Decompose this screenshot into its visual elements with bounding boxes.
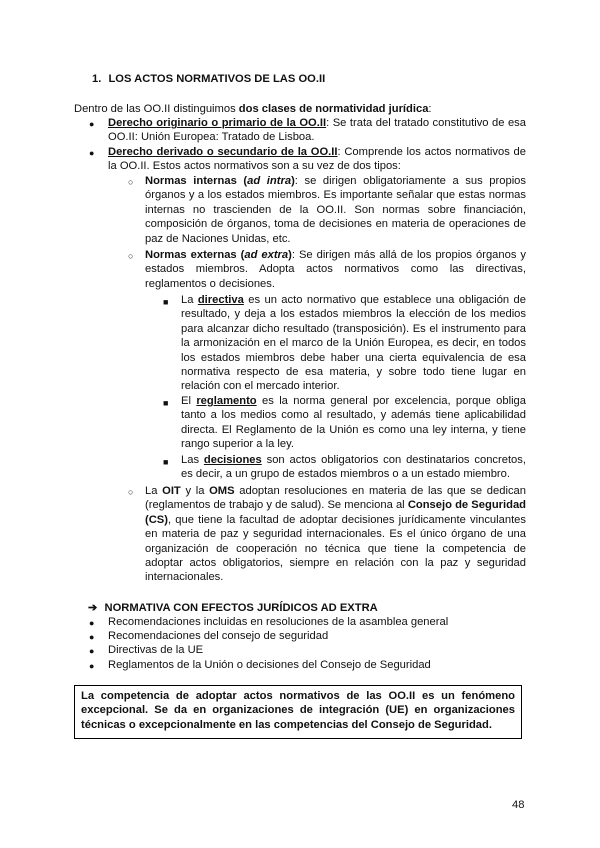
bullet-icon: ● [89, 618, 95, 628]
t3-text: son actos obligatorios con destinatarios concretos, es decir, a un grupo de estados miembros o a un estado miembro. [181, 454, 526, 481]
list-item-decisiones [181, 453, 526, 482]
t1-pre: La [181, 294, 198, 306]
bullet-icon: ● [89, 646, 95, 656]
intro-colon: : [428, 103, 432, 115]
term-derecho-originario: Derecho originario o primario de la OO.II [108, 117, 327, 129]
s1-text: : se dirigen obligatoriamente a sus propios órganos y a los estados miembros. Es importante señalar que estas normas internas no trascienden de la OO.II. Son normas sobre financiación, composición de órganos, toma de decisiones en materia de operaciones de paz de Naciones Unidas, etc. [145, 175, 526, 245]
s2-text: : Se dirigen más allá de los propios órganos y estados miembros. Adopta actos normativos como las directivas, reglamentos o decisiones. [145, 249, 526, 290]
bullet-icon: ● [89, 661, 95, 671]
ad-intra: ad intra [247, 175, 292, 187]
list-item-derecho-originario [108, 116, 526, 145]
paren-close: ) [291, 175, 295, 187]
term-directiva: directiva [197, 294, 244, 306]
square-bullet-icon: ■ [163, 398, 169, 408]
section-heading [92, 72, 325, 86]
arrow-icon: ➔ [88, 602, 98, 614]
s3-text1: adoptan resoluciones en materia de las que se dedican (reglamentos de trabajo y de salud). Se menciona al [145, 485, 526, 512]
intro-bold: dos clases de normatividad jurídica [238, 103, 429, 115]
list-item: Recomendaciones del consejo de seguridad [108, 630, 329, 642]
list-item-oit-oms [145, 484, 526, 585]
ad-extra: ad extra [244, 249, 289, 261]
t3-pre: Las [181, 454, 204, 466]
section2-heading [88, 601, 378, 615]
list-item-derecho-derivado [108, 145, 526, 174]
term-consejo-seguridad: Consejo de Seguridad (CS) [145, 499, 527, 526]
page-number: 48 [512, 799, 525, 811]
normas-externas-label: Normas externas [145, 249, 237, 261]
t2-text: es la norma general por excelencia, porque obliga tanto a los medios como al resultado, y además tiene aplicabilidad directa. El Reglamento de la Unión es como una ley interna, y tiene rango superior a la ley. [181, 395, 526, 451]
intro-text: Dentro de las OO.II distinguimos [74, 103, 239, 115]
sub-bullet-icon: ○ [128, 177, 134, 187]
term-reglamento: reglamento [196, 395, 257, 407]
s3-pre: La [145, 485, 163, 497]
list-item: Directivas de la UE [108, 644, 204, 656]
sub-bullet-icon: ○ [128, 251, 134, 261]
term-oit: OIT [162, 485, 181, 497]
section2-title: NORMATIVA CON EFECTOS JURÍDICOS AD EXTRA [104, 602, 378, 614]
heading-number: 1. [92, 73, 102, 85]
t2-pre: El [181, 395, 197, 407]
b1-text: : Se trata del tratado constitutivo de esa OO.II: Unión Europea: Tratado de Lisboa. [108, 117, 526, 144]
bullet-icon: ● [89, 119, 95, 129]
term-decisiones: decisiones [203, 454, 262, 466]
paren-close: ) [288, 249, 292, 261]
bullet-icon: ● [89, 148, 95, 158]
t1-text: es un acto normativo que establece una obligación de resultado, y deja a los estados miembros la elección de los medios para alcanzar dicho resultado (transposición). Es el instrumento para la armonización en el marco de la Unión Europea, es decir, en todos los estados miembros debe haber una cierta equivalencia de esa normativa respecto de esa materia, y sobre todo tiene lugar en relación con el mercado interior. [181, 294, 526, 393]
square-bullet-icon: ■ [163, 457, 169, 467]
heading-title: LOS ACTOS NORMATIVOS DE LAS OO.II [108, 73, 326, 85]
b2-text: : Comprende los actos normativos de la OO.II. Estos actos normativos son a su vez de dos tipos: [108, 146, 526, 173]
list-item-directiva [181, 293, 526, 394]
term-derecho-derivado: Derecho derivado o secundario de la OO.II [108, 146, 338, 158]
term-oms: OMS [209, 485, 235, 497]
list-item: Reglamentos de la Unión o decisiones del Consejo de Seguridad [108, 659, 431, 671]
s3-text2: , que tiene la facultad de adoptar decisiones jurídicamente vinculantes en materia de paz y seguridad internacionales. Es el único órgano de una organización de cooperación no técnica que tiene la competencia de adoptar actos obligatorios, siempre en relación con la paz y seguridad internacionales. [145, 513, 526, 584]
paren-open: ( [236, 175, 248, 187]
list-item-normas-externas [145, 248, 526, 291]
list-item-normas-internas [145, 174, 526, 246]
s3-mid: y la [180, 485, 210, 497]
list-item-reglamento [181, 394, 526, 452]
intro-paragraph [74, 102, 534, 116]
bullet-icon: ● [89, 632, 95, 642]
square-bullet-icon: ■ [163, 297, 169, 307]
paren-open: ( [236, 249, 245, 261]
summary-box: La competencia de adoptar actos normativos de las OO.II es un fenómeno excepcional. Se da en organizaciones de integración (UE) en organizaciones técnicas o excepcionalmente en las competencias del Consejo de Seguridad. [74, 685, 522, 739]
normas-internas-label: Normas internas [145, 175, 237, 187]
sub-bullet-icon: ○ [128, 487, 134, 497]
list-item: Recomendaciones incluidas en resoluciones de la asamblea general [108, 616, 449, 628]
